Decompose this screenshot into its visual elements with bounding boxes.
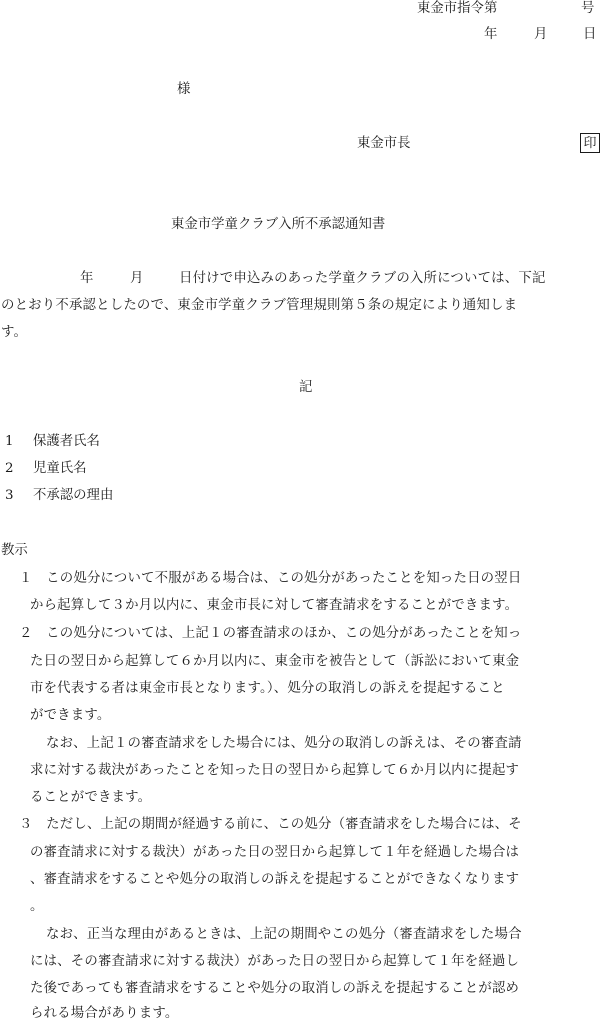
body-line3: す。 [1,325,28,340]
notice-line: た日の翌日から起算して６か月以内に、東金市を被告として（訴訟において東金 [30,654,520,669]
ki-marker: 記 [299,380,313,395]
notice-line: １ この処分について不服がある場合は、この処分があったことを知った日の翌日 [19,571,522,586]
date-month-label: 月 [534,27,548,42]
item-3-number: 3 [5,488,14,503]
item-1-label: 保護者氏名 [33,434,100,449]
body-line1-year: 年 [80,271,94,286]
item-2-number: 2 [5,461,14,476]
notice-line: には、その審査請求に対する裁決）があった日の翌日から起算して１年を経過し [30,954,520,969]
notice-line: ができます。 [30,708,111,723]
addressee-honorific: 様 [177,82,191,97]
body-line1-month: 月 [130,271,144,286]
notice-line: られる場合があります。 [30,1006,179,1021]
seal-stamp [580,133,600,153]
date-day-label: 日 [583,27,597,42]
notice-line: ２ この処分については、上記１の審査請求のほか、この処分があったことを知っ [19,626,522,641]
notice-line: 求に対する裁決があったことを知った日の翌日から起算して６か月以内に提起す [30,763,520,778]
issuer-name: 東金市長 [357,136,411,151]
item-1-number: 1 [5,434,14,449]
notice-heading: 教示 [1,543,28,558]
directive-number-suffix: 号 [581,1,595,16]
seal-char: 印 [583,135,597,151]
item-3-label: 不承認の理由 [33,488,114,503]
notice-line: なお、上記１の審査請求をした場合には、処分の取消しの訴えは、その審査請 [46,736,522,751]
notice-line: ３ ただし、上記の期間が経過する前に、この処分（審査請求をした場合には、そ [19,817,522,832]
body-line1: 日付けで申込みのあった学童クラブの入所については、下記 [179,271,546,286]
notice-line: 、審査請求をすることや処分の取消しの訴えを提起することができなくなります [30,872,520,887]
body-line2: のとおり不承認としたので、東金市学童クラブ管理規則第５条の規定により通知しま [1,298,518,313]
document-title: 東金市学童クラブ入所不承認通知書 [171,217,386,232]
notice-line: ることができます。 [30,790,152,805]
notice-line: た後であっても審査請求をすることや処分の取消しの訴えを提起することが認め [30,981,520,996]
item-2-label: 児童氏名 [33,461,87,476]
date-year-label: 年 [484,27,498,42]
notice-line: 。 [30,899,44,914]
notice-line: の審査請求に対する裁決）があった日の翌日から起算して１年を経過した場合は [30,845,520,860]
notice-line: なお、正当な理由があるときは、上記の期間やこの処分（審査請求をした場合 [46,927,522,942]
directive-number-prefix: 東金市指令第 [417,1,498,16]
notice-line: から起算して３か月以内に、東金市長に対して審査請求をすることができます。 [30,598,519,613]
notice-line: 市を代表する者は東金市長となります。）、処分の取消しの訴えを提起すること [30,681,505,696]
